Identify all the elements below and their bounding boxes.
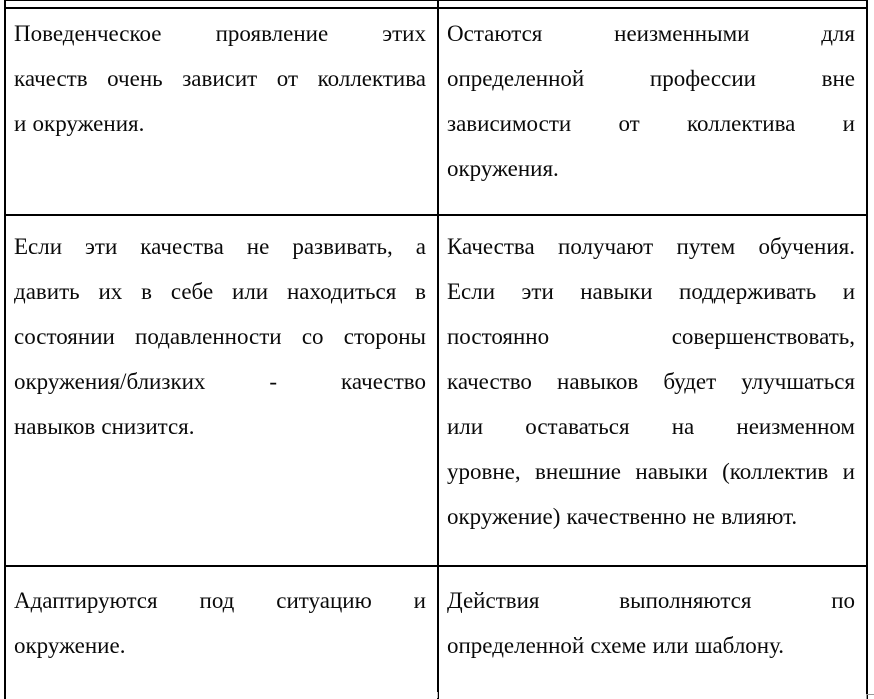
text-line: Качества получают путем обучения. xyxy=(447,234,855,259)
table-cell-row2-left xyxy=(5,215,438,566)
text-line: давить их в себе или находиться в xyxy=(14,279,426,304)
table-cell-row1-right xyxy=(438,8,867,215)
table-cell-partial-left xyxy=(5,1,438,9)
text-line: качеств очень зависит от коллектива xyxy=(14,66,426,91)
table-row xyxy=(5,215,867,566)
text-line: навыков снизится. xyxy=(14,414,195,439)
text-line: постоянно совершенствовать, xyxy=(447,324,855,349)
text-line: качество навыков будет улучшаться xyxy=(447,369,855,394)
text-line: окружение) качественно не влияют. xyxy=(447,504,798,529)
text-line: и окружения. xyxy=(14,111,145,136)
comparison-table xyxy=(4,0,868,699)
text-line: окружения/близких - качество xyxy=(14,369,426,394)
table-row-partial xyxy=(5,1,867,9)
table-row xyxy=(5,566,867,699)
text-line: или оставаться на неизменном xyxy=(447,414,855,439)
text-line: окружение. xyxy=(14,633,126,658)
text-line: Действия выполняются по xyxy=(447,588,855,613)
text-line: зависимости от коллектива и xyxy=(447,111,855,136)
table-cell-row3-right xyxy=(438,566,867,699)
table-cell-row3-left xyxy=(5,566,438,699)
text-line: окружения. xyxy=(447,156,559,181)
text-line: Если эти качества не развивать, а xyxy=(14,234,426,259)
cut-off-divider-tick xyxy=(437,692,438,698)
table-cell-partial-right xyxy=(438,1,867,9)
cut-off-corner-mark xyxy=(866,694,874,699)
table-cell-row1-left xyxy=(5,8,438,215)
text-line: Поведенческое проявление этих xyxy=(14,21,426,46)
text-line: Остаются неизменными для xyxy=(447,21,855,46)
text-line: Адаптируются под ситуацию и xyxy=(14,588,426,613)
text-line: определенной профессии вне xyxy=(447,66,855,91)
table-row xyxy=(5,8,867,215)
text-line: уровне, внешние навыки (коллектив и xyxy=(447,459,855,484)
text-line: Если эти навыки поддерживать и xyxy=(447,279,855,304)
text-line: определенной схеме или шаблону. xyxy=(447,633,785,658)
table-cell-row2-right xyxy=(438,215,867,566)
text-line: состоянии подавленности со стороны xyxy=(14,324,426,349)
